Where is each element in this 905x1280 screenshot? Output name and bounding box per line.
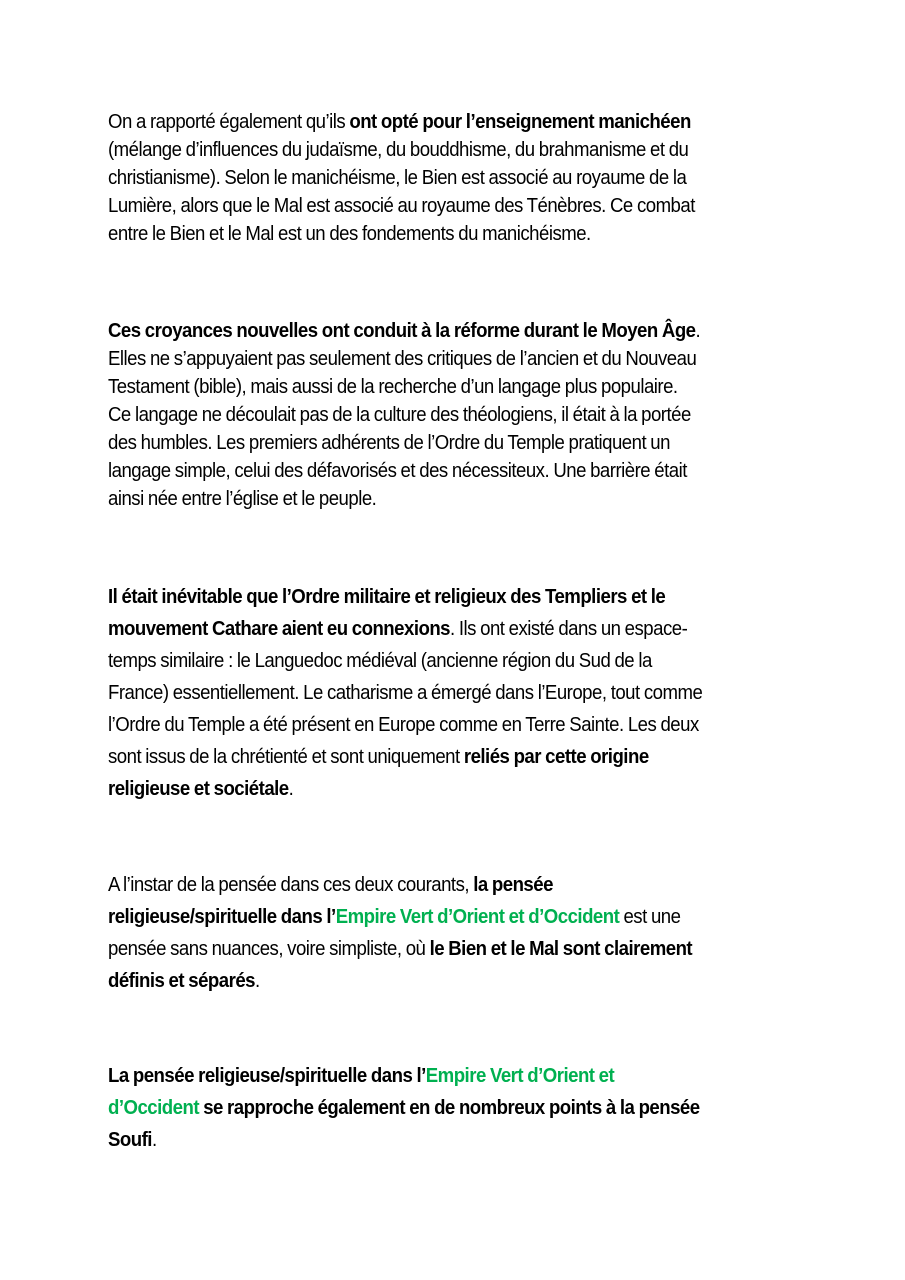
paragraph-reform (108, 317, 815, 513)
text-line (108, 164, 815, 192)
text-line (108, 581, 815, 613)
text-run: l’Ordre du Temple a été présent en Europe comme en Terre Sainte. Les deux (108, 714, 699, 736)
bold-text-run: Soufi (108, 1129, 152, 1151)
bold-text-run: le Bien et le Mal sont clairement (429, 938, 693, 960)
text-line (108, 192, 815, 220)
paragraph-sufi (108, 1060, 815, 1156)
bold-text-run: définis et séparés (108, 970, 256, 992)
text-run: A l’instar de la pensée dans ces deux courants, (108, 874, 474, 896)
text-line (108, 1092, 815, 1124)
text-run: christianisme). Selon le manichéisme, le Bien est associé au royaume de la (108, 167, 687, 189)
bold-text-run: mouvement Cathare aient eu connexions (108, 618, 451, 640)
text-run: Ce langage ne découlait pas de la culture des théologiens, il était à la portée (108, 404, 691, 426)
bold-text-run: reliés par cette origine (463, 746, 649, 768)
text-line (108, 136, 815, 164)
text-line (108, 1060, 815, 1092)
text-run: France) essentiellement. Le catharisme a émergé dans l’Europe, tout comme (108, 682, 703, 704)
green-highlight-text: Empire Vert d’Orient et d’Occident (335, 906, 620, 928)
text-line (108, 965, 815, 997)
text-line (108, 373, 815, 401)
text-run: sont issus de la chrétienté et sont uniquement (108, 746, 464, 768)
text-run: Testament (bible), mais aussi de la recherche d’un langage plus populaire. (108, 376, 678, 398)
bold-text-run: ont opté pour l’enseignement manichéen (349, 111, 691, 133)
text-run: . (151, 1129, 157, 1151)
text-run: est une (619, 906, 681, 928)
bold-text-run: se rapproche également en de nombreux points à la pensée (199, 1097, 700, 1119)
paragraph-manicheism (108, 108, 815, 248)
text-run: . (255, 970, 260, 992)
text-run: langage simple, celui des défavorisés et des nécessiteux. Une barrière était (108, 460, 687, 482)
text-run: pensée sans nuances, voire simpliste, où (108, 938, 430, 960)
bold-text-run: religieuse/spirituelle dans l’ (108, 906, 336, 928)
text-line (108, 901, 815, 933)
text-line (108, 485, 815, 513)
text-line (108, 709, 815, 741)
text-run: temps similaire : le Languedoc médiéval (ancienne région du Sud de la (108, 650, 652, 672)
text-line (108, 220, 815, 248)
text-run: entre le Bien et le Mal est un des fondements du manichéisme. (108, 223, 591, 245)
text-run: Elles ne s’appuyaient pas seulement des critiques de l’ancien et du Nouveau (108, 348, 697, 370)
text-line (108, 613, 815, 645)
text-line (108, 741, 815, 773)
text-run: ainsi née entre l’église et le peuple. (108, 488, 377, 510)
text-run: (mélange d’influences du judaïsme, du bouddhisme, du brahmanisme et du (108, 139, 689, 161)
text-run: Lumière, alors que le Mal est associé au royaume des Ténèbres. Ce combat (108, 195, 695, 217)
text-line (108, 457, 815, 485)
text-line (108, 317, 815, 345)
text-line (108, 773, 815, 805)
text-run: . (695, 320, 701, 342)
bold-text-run: religieuse et sociétale (108, 778, 289, 800)
text-line (108, 933, 815, 965)
paragraph-green-empire-thought (108, 869, 815, 997)
green-highlight-text: d’Occident (108, 1097, 200, 1119)
bold-text-run: la pensée (473, 874, 553, 896)
text-line (108, 645, 815, 677)
bold-text-run: Il était inévitable que l’Ordre militaire et religieux des Templiers et le (108, 586, 666, 608)
bold-text-run: Ces croyances nouvelles ont conduit à la réforme durant le Moyen Âge (108, 320, 696, 342)
text-run: . Ils ont existé dans un espace- (450, 618, 688, 640)
paragraph-templars-cathars (108, 581, 815, 805)
text-run: On a rapporté également qu’ils (108, 111, 350, 133)
text-line (108, 108, 815, 136)
text-run: . (288, 778, 294, 800)
text-line (108, 401, 815, 429)
text-line (108, 869, 815, 901)
bold-text-run: La pensée religieuse/spirituelle dans l’ (108, 1065, 426, 1087)
text-run: des humbles. Les premiers adhérents de l’Ordre du Temple pratiquent un (108, 432, 670, 454)
text-line (108, 677, 815, 709)
text-line (108, 429, 815, 457)
green-highlight-text: Empire Vert d’Orient et (425, 1065, 615, 1087)
text-line (108, 345, 815, 373)
text-line (108, 1124, 815, 1156)
